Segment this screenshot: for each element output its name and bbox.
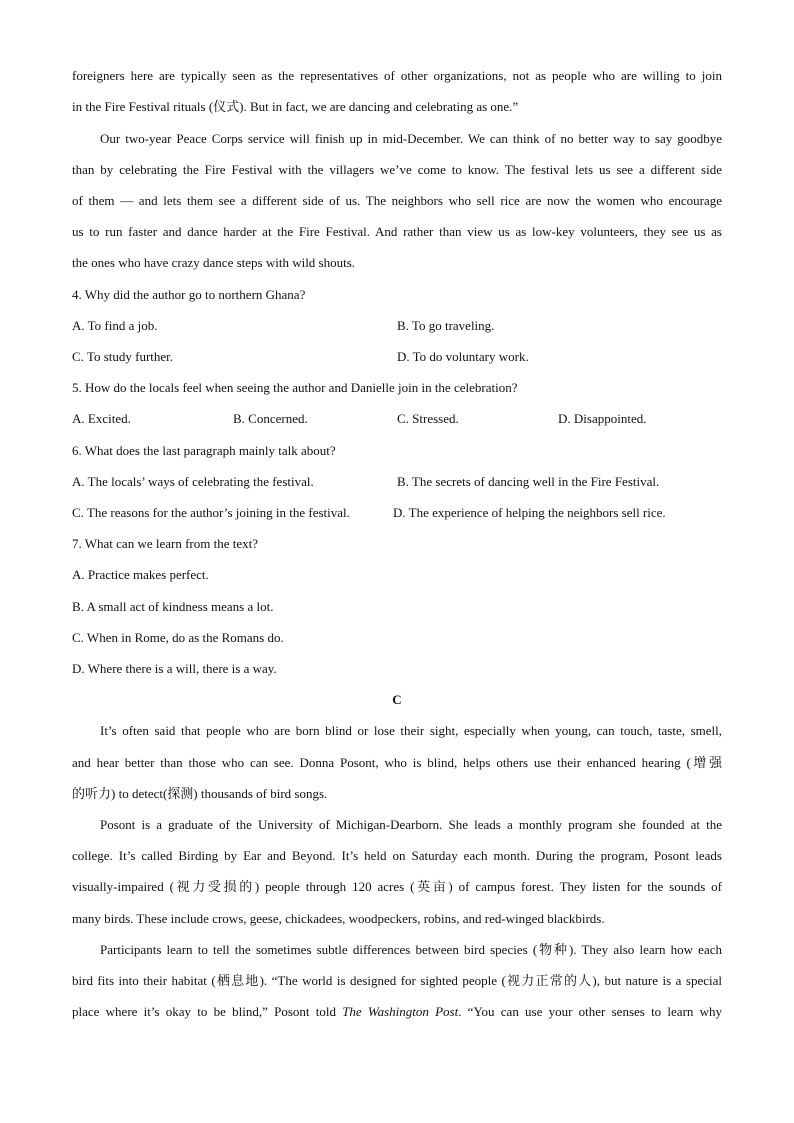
question-6-option-a: A. The locals’ ways of celebrating the festival. xyxy=(72,474,314,489)
question-7-option-a: A. Practice makes perfect. xyxy=(72,567,209,582)
passage-c-text: place where it’s okay to be blind,” Posont told xyxy=(72,1004,343,1019)
publication-title: The Washington Post xyxy=(342,1004,459,1019)
passage-b-line: the ones who have crazy dance steps with wild shouts. xyxy=(72,255,356,270)
passage-b-line: foreigners here are typically seen as the representatives of other organizations, not as people who are willing to join xyxy=(72,68,722,83)
question-5-option-d: D. Disappointed. xyxy=(558,411,647,426)
section-heading: C xyxy=(392,692,402,707)
question-4-option-a: A. To find a job. xyxy=(72,318,158,333)
passage-c-line xyxy=(72,1002,722,1022)
passage-c-line: college. It’s called Birding by Ear and Beyond. It’s held on Saturday each month. During the program, Posont leads xyxy=(72,848,722,863)
question-4-stem: 4. Why did the author go to northern Ghana? xyxy=(72,287,306,302)
question-6-option-d: D. The experience of helping the neighbors sell rice. xyxy=(393,505,666,520)
passage-c-line: and hear better than those who can see. Donna Posont, who is blind, helps others use their enhanced hearing (增强 xyxy=(72,755,722,770)
passage-b-line: Our two-year Peace Corps service will finish up in mid-December. We can think of no better way to say goodbye xyxy=(100,131,722,146)
question-6-option-b: B. The secrets of dancing well in the Fire Festival. xyxy=(397,474,660,489)
passage-c-line: visually-impaired (视力受损的) people through 120 acres (英亩) of campus forest. They listen for the sounds of xyxy=(72,879,722,894)
question-7-stem: 7. What can we learn from the text? xyxy=(72,536,259,551)
question-7-option-d: D. Where there is a will, there is a way. xyxy=(72,661,277,676)
question-4-option-c: C. To study further. xyxy=(72,349,174,364)
passage-c-line: 的听力) to detect(探测) thousands of bird songs. xyxy=(72,786,328,801)
passage-c-line: Participants learn to tell the sometimes subtle differences between bird species (物种). They also learn how each xyxy=(100,942,722,957)
question-4-option-d: D. To do voluntary work. xyxy=(397,349,529,364)
question-7-option-b: B. A small act of kindness means a lot. xyxy=(72,599,274,614)
question-7-option-c: C. When in Rome, do as the Romans do. xyxy=(72,630,284,645)
passage-c-line: many birds. These include crows, geese, chickadees, woodpeckers, robins, and red-winged blackbirds. xyxy=(72,911,605,926)
passage-b-line: of them — and lets them see a different side of us. The neighbors who sell rice are now the women who encourage xyxy=(72,193,722,208)
question-5-option-c: C. Stressed. xyxy=(397,411,459,426)
passage-c-line: Posont is a graduate of the University of Michigan-Dearborn. She leads a monthly program she founded at the xyxy=(100,817,722,832)
question-5-option-a: A. Excited. xyxy=(72,411,131,426)
question-5-option-b: B. Concerned. xyxy=(233,411,308,426)
passage-b-line: than by celebrating the Fire Festival with the villagers we’ve come to know. The festival lets us see a different side xyxy=(72,162,722,177)
passage-b-line: in the Fire Festival rituals (仪式). But in fact, we are dancing and celebrating as one.” xyxy=(72,99,519,114)
question-5-stem: 5. How do the locals feel when seeing the author and Danielle join in the celebration? xyxy=(72,380,518,395)
passage-c-line: bird fits into their habitat (栖息地). “The world is designed for sighted people (视力正常的人), but nature is a special xyxy=(72,973,722,988)
passage-c-text: . “You can use your other senses to learn why xyxy=(458,1004,723,1019)
question-6-option-c: C. The reasons for the author’s joining in the festival. xyxy=(72,505,350,520)
question-6-stem: 6. What does the last paragraph mainly talk about? xyxy=(72,443,336,458)
passage-c-line: It’s often said that people who are born blind or lose their sight, especially when young, can touch, taste, smell, xyxy=(100,723,722,738)
question-4-option-b: B. To go traveling. xyxy=(397,318,495,333)
passage-b-line: us to run faster and dance harder at the Fire Festival. And rather than view us as low-key volunteers, they see us as xyxy=(72,224,722,239)
